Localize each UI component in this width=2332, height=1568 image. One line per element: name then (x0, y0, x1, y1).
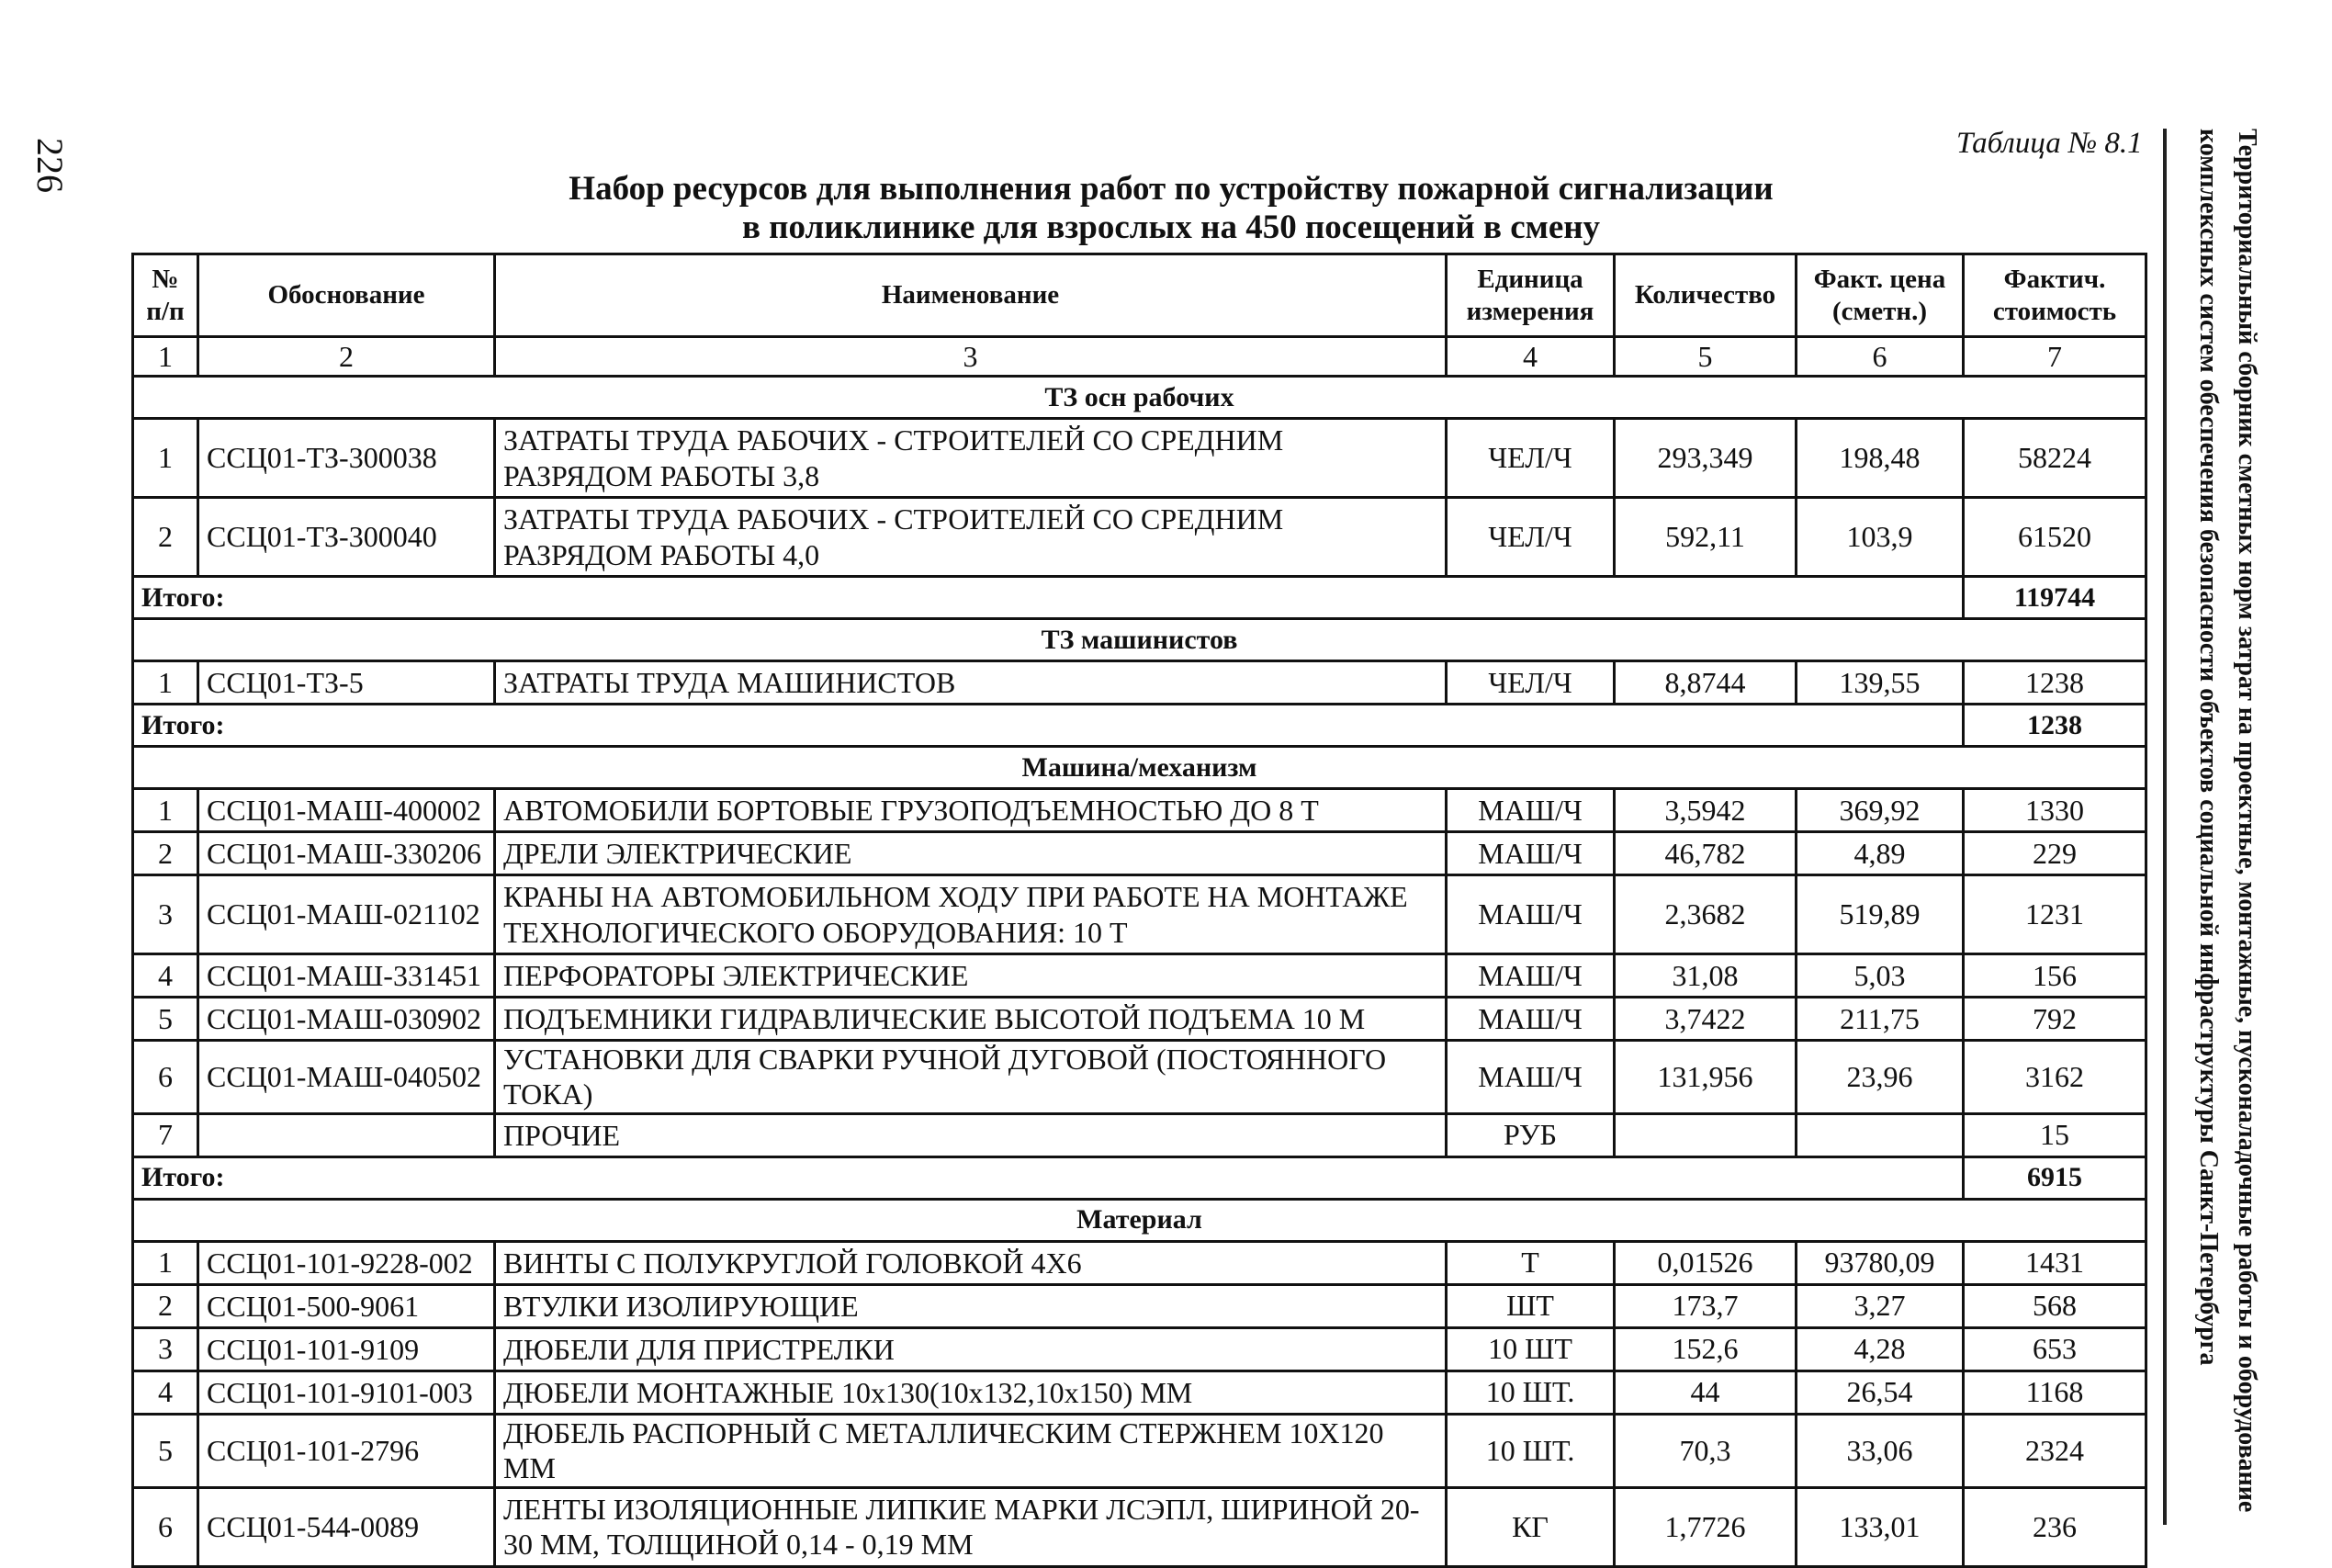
table-row (133, 1414, 2146, 1487)
row-qty: 293,349 (1615, 419, 1797, 498)
total-label: Итого: (133, 1156, 1964, 1199)
side-divider (2163, 129, 2167, 1525)
header-cost: Фактич. стоимость (1964, 254, 2146, 337)
row-price: 26,54 (1797, 1371, 1964, 1414)
row-number: 5 (133, 1414, 198, 1487)
header-row (133, 254, 2146, 337)
column-number: 7 (1964, 337, 2146, 377)
row-qty: 46,782 (1615, 832, 1797, 875)
row-code: ССЦ01-МАШ-331451 (198, 954, 495, 998)
row-code: ССЦ01-ТЗ-5 (198, 661, 495, 705)
row-price: 369,92 (1797, 789, 1964, 832)
row-unit: МАШ/Ч (1447, 1041, 1615, 1114)
side-header-line-2: комплексных систем обеспечения безопасности объектов социальной инфраструктуры Санкт-Петербурга (2194, 129, 2223, 1366)
row-cost: 236 (1964, 1487, 2146, 1566)
row-number: 7 (133, 1113, 198, 1156)
row-unit: ЧЕЛ/Ч (1447, 419, 1615, 498)
row-code: ССЦ01-МАШ-021102 (198, 875, 495, 954)
total-row (133, 1156, 2146, 1199)
table-row (133, 1487, 2146, 1566)
header-qty: Количество (1615, 254, 1797, 337)
row-code: ССЦ01-ТЗ-300040 (198, 498, 495, 577)
row-name: ЗАТРАТЫ ТРУДА РАБОЧИХ - СТРОИТЕЛЕЙ СО СРЕДНИМ РАЗРЯДОМ РАБОТЫ 4,0 (495, 498, 1447, 577)
row-unit: МАШ/Ч (1447, 789, 1615, 832)
row-price: 23,96 (1797, 1041, 1964, 1114)
row-unit: ШТ (1447, 1284, 1615, 1327)
row-unit: МАШ/Ч (1447, 875, 1615, 954)
row-price: 4,28 (1797, 1327, 1964, 1371)
column-number: 5 (1615, 337, 1797, 377)
row-price: 211,75 (1797, 998, 1964, 1041)
row-qty: 8,8744 (1615, 661, 1797, 705)
row-name: ДЮБЕЛИ МОНТАЖНЫЕ 10х130(10х132,10х150) ММ (495, 1371, 1447, 1414)
row-price: 93780,09 (1797, 1241, 1964, 1284)
row-cost: 1231 (1964, 875, 2146, 954)
row-cost: 2324 (1964, 1414, 2146, 1487)
row-qty: 592,11 (1615, 498, 1797, 577)
row-unit: ЧЕЛ/Ч (1447, 661, 1615, 705)
section-header-row (133, 1199, 2146, 1241)
header-unit: Единица измерения (1447, 254, 1615, 337)
total-value: 6915 (1964, 1156, 2146, 1199)
total-label: Итого: (133, 705, 1964, 747)
row-unit: МАШ/Ч (1447, 832, 1615, 875)
row-code: ССЦ01-ТЗ-300038 (198, 419, 495, 498)
row-name: ДРЕЛИ ЭЛЕКТРИЧЕСКИЕ (495, 832, 1447, 875)
column-number: 1 (133, 337, 198, 377)
row-qty: 3,5942 (1615, 789, 1797, 832)
side-header-line-1: Территориальный сборник сметных норм затрат на проектные, монтажные, пусконаладочные работы и оборудование (2233, 129, 2261, 1513)
row-unit: МАШ/Ч (1447, 998, 1615, 1041)
row-name: ПОДЪЕМНИКИ ГИДРАВЛИЧЕСКИЕ ВЫСОТОЙ ПОДЪЕМА 10 М (495, 998, 1447, 1041)
row-qty: 44 (1615, 1371, 1797, 1414)
row-code: ССЦ01-500-9061 (198, 1284, 495, 1327)
table-body (133, 377, 2146, 1567)
row-cost: 1330 (1964, 789, 2146, 832)
row-name: КРАНЫ НА АВТОМОБИЛЬНОМ ХОДУ ПРИ РАБОТЕ НА МОНТАЖЕ ТЕХНОЛОГИЧЕСКОГО ОБОРУДОВАНИЯ: 10 Т (495, 875, 1447, 954)
row-cost: 568 (1964, 1284, 2146, 1327)
row-cost: 229 (1964, 832, 2146, 875)
row-qty: 31,08 (1615, 954, 1797, 998)
document-title-line-1: Набор ресурсов для выполнения работ по устройству пожарной сигнализации (569, 170, 1774, 208)
row-price (1797, 1113, 1964, 1156)
table-row (133, 1371, 2146, 1414)
header-name: Наименование (495, 254, 1447, 337)
column-number: 3 (495, 337, 1447, 377)
section-title: Машина/механизм (133, 747, 2146, 789)
row-code: ССЦ01-101-2796 (198, 1414, 495, 1487)
row-number: 6 (133, 1487, 198, 1566)
total-row (133, 577, 2146, 619)
row-name: ЗАТРАТЫ ТРУДА РАБОЧИХ - СТРОИТЕЛЕЙ СО СРЕДНИМ РАЗРЯДОМ РАБОТЫ 3,8 (495, 419, 1447, 498)
total-value: 1238 (1964, 705, 2146, 747)
row-cost: 58224 (1964, 419, 2146, 498)
row-name: ПЕРФОРАТОРЫ ЭЛЕКТРИЧЕСКИЕ (495, 954, 1447, 998)
table-row (133, 998, 2146, 1041)
row-unit: МАШ/Ч (1447, 954, 1615, 998)
row-cost: 3162 (1964, 1041, 2146, 1114)
table-row (133, 498, 2146, 577)
row-number: 4 (133, 1371, 198, 1414)
row-number: 1 (133, 789, 198, 832)
row-qty: 3,7422 (1615, 998, 1797, 1041)
row-number: 2 (133, 1284, 198, 1327)
column-number: 6 (1797, 337, 1964, 377)
section-header-row (133, 747, 2146, 789)
row-number: 1 (133, 1241, 198, 1284)
section-title: ТЗ машинистов (133, 619, 2146, 661)
table-row (133, 1113, 2146, 1156)
row-number: 3 (133, 875, 198, 954)
row-price: 3,27 (1797, 1284, 1964, 1327)
table-row (133, 661, 2146, 705)
row-price: 133,01 (1797, 1487, 1964, 1566)
table-row (133, 954, 2146, 998)
section-header-row (133, 619, 2146, 661)
header-num: № п/п (133, 254, 198, 337)
row-name: ЛЕНТЫ ИЗОЛЯЦИОННЫЕ ЛИПКИЕ МАРКИ ЛСЭПЛ, ШИРИНОЙ 20-30 ММ, ТОЛЩИНОЙ 0,14 - 0,19 ММ (495, 1487, 1447, 1566)
row-price: 33,06 (1797, 1414, 1964, 1487)
row-number: 1 (133, 661, 198, 705)
row-cost: 1168 (1964, 1371, 2146, 1414)
row-price: 139,55 (1797, 661, 1964, 705)
document-title-line-2: в поликлинике для взрослых на 450 посещений в смену (741, 209, 1601, 246)
page-number: 226 (29, 138, 71, 193)
column-number: 4 (1447, 337, 1615, 377)
table-row (133, 419, 2146, 498)
row-code: ССЦ01-МАШ-330206 (198, 832, 495, 875)
table-row (133, 1241, 2146, 1284)
row-unit: РУБ (1447, 1113, 1615, 1156)
row-name: ВТУЛКИ ИЗОЛИРУЮЩИЕ (495, 1284, 1447, 1327)
total-row (133, 705, 2146, 747)
row-number: 1 (133, 419, 198, 498)
table-row (133, 875, 2146, 954)
row-name: АВТОМОБИЛИ БОРТОВЫЕ ГРУЗОПОДЪЕМНОСТЬЮ ДО 8 Т (495, 789, 1447, 832)
section-header-row (133, 377, 2146, 419)
row-price: 5,03 (1797, 954, 1964, 998)
row-cost: 156 (1964, 954, 2146, 998)
row-qty: 70,3 (1615, 1414, 1797, 1487)
row-price: 519,89 (1797, 875, 1964, 954)
row-cost: 61520 (1964, 498, 2146, 577)
row-name: ДЮБЕЛЬ РАСПОРНЫЙ С МЕТАЛЛИЧЕСКИМ СТЕРЖНЕМ 10Х120 ММ (495, 1414, 1447, 1487)
table-row (133, 1327, 2146, 1371)
row-name: ЗАТРАТЫ ТРУДА МАШИНИСТОВ (495, 661, 1447, 705)
row-price: 4,89 (1797, 832, 1964, 875)
section-title: Материал (133, 1199, 2146, 1241)
row-qty: 173,7 (1615, 1284, 1797, 1327)
header-price: Факт. цена (сметн.) (1797, 254, 1964, 337)
row-number: 3 (133, 1327, 198, 1371)
row-cost: 1431 (1964, 1241, 2146, 1284)
row-cost: 792 (1964, 998, 2146, 1041)
row-unit: 10 ШТ (1447, 1327, 1615, 1371)
table-row (133, 1284, 2146, 1327)
header-basis: Обоснование (198, 254, 495, 337)
total-value: 119744 (1964, 577, 2146, 619)
table-caption: Таблица № 8.1 (1956, 127, 2143, 160)
row-code: ССЦ01-МАШ-030902 (198, 998, 495, 1041)
row-qty: 131,956 (1615, 1041, 1797, 1114)
section-title: ТЗ осн рабочих (133, 377, 2146, 419)
row-qty: 0,01526 (1615, 1241, 1797, 1284)
row-unit: Т (1447, 1241, 1615, 1284)
row-unit: КГ (1447, 1487, 1615, 1566)
table-row (133, 789, 2146, 832)
row-name: ПРОЧИЕ (495, 1113, 1447, 1156)
row-number: 6 (133, 1041, 198, 1114)
row-cost: 15 (1964, 1113, 2146, 1156)
row-qty: 1,7726 (1615, 1487, 1797, 1566)
row-code: ССЦ01-101-9228-002 (198, 1241, 495, 1284)
row-name: УСТАНОВКИ ДЛЯ СВАРКИ РУЧНОЙ ДУГОВОЙ (ПОСТОЯННОГО ТОКА) (495, 1041, 1447, 1114)
resources-table (131, 253, 2147, 1568)
row-code: ССЦ01-МАШ-040502 (198, 1041, 495, 1114)
table-row (133, 832, 2146, 875)
total-label: Итого: (133, 577, 1964, 619)
row-price: 103,9 (1797, 498, 1964, 577)
row-price: 198,48 (1797, 419, 1964, 498)
row-unit: 10 ШТ. (1447, 1414, 1615, 1487)
row-unit: 10 ШТ. (1447, 1371, 1615, 1414)
row-name: ДЮБЕЛИ ДЛЯ ПРИСТРЕЛКИ (495, 1327, 1447, 1371)
row-cost: 653 (1964, 1327, 2146, 1371)
row-name: ВИНТЫ С ПОЛУКРУГЛОЙ ГОЛОВКОЙ 4Х6 (495, 1241, 1447, 1284)
row-code: ССЦ01-МАШ-400002 (198, 789, 495, 832)
table-row (133, 1041, 2146, 1114)
row-code (198, 1113, 495, 1156)
row-number: 5 (133, 998, 198, 1041)
row-cost: 1238 (1964, 661, 2146, 705)
row-number: 2 (133, 498, 198, 577)
row-qty: 2,3682 (1615, 875, 1797, 954)
row-code: ССЦ01-101-9109 (198, 1327, 495, 1371)
column-number-row (133, 337, 2146, 377)
row-code: ССЦ01-101-9101-003 (198, 1371, 495, 1414)
row-number: 4 (133, 954, 198, 998)
row-qty: 152,6 (1615, 1327, 1797, 1371)
row-code: ССЦ01-544-0089 (198, 1487, 495, 1566)
row-qty (1615, 1113, 1797, 1156)
row-unit: ЧЕЛ/Ч (1447, 498, 1615, 577)
row-number: 2 (133, 832, 198, 875)
column-number: 2 (198, 337, 495, 377)
